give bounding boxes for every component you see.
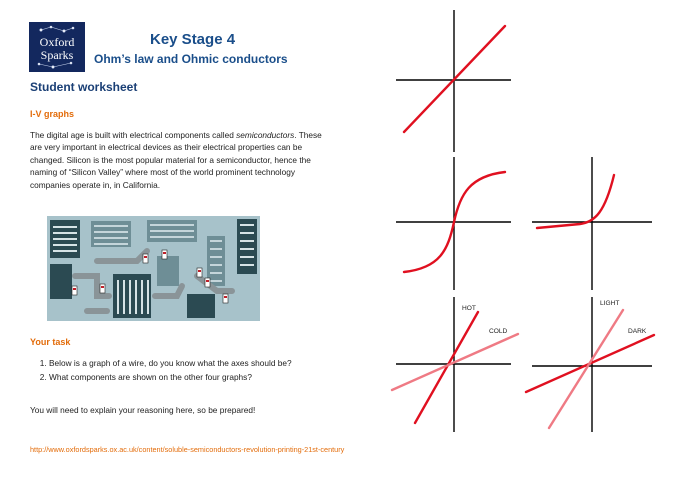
section-heading-your-task: Your task bbox=[30, 337, 71, 347]
intro-text-italic: semiconductors bbox=[236, 130, 295, 140]
label-cold: COLD bbox=[489, 328, 508, 335]
task-item-2: 2. What components are shown on the other four graphs? bbox=[49, 371, 349, 383]
page-subtitle: Ohm’s law and Ohmic conductors bbox=[94, 52, 288, 66]
logo-text-oxford: Oxford bbox=[39, 35, 75, 49]
section-heading-iv-graphs: I-V graphs bbox=[30, 109, 75, 119]
page-title: Key Stage 4 bbox=[150, 31, 236, 48]
task-item-1: 1. Below is a graph of a wire, do you know what the axes should be? bbox=[49, 357, 349, 369]
label-hot: HOT bbox=[462, 305, 476, 312]
label-light: LIGHT bbox=[600, 300, 620, 307]
worksheet-label: Student worksheet bbox=[30, 80, 138, 94]
intro-text-end: . These are very important in electrical devices as their electrical properties can be changed. Silicon is the most popular material for a semiconductor, hence the naming of “Silicon Valley” where most of the world prominent technology companies operate in, in California. bbox=[30, 130, 322, 190]
intro-text-start: The digital age is built with electrical components called bbox=[30, 130, 237, 140]
label-dark: DARK bbox=[628, 328, 647, 335]
iv-graph-ldr bbox=[526, 297, 654, 432]
footer-url: http://www.oxfordsparks.ox.ac.uk/content/soluble-semiconductors-revolution-printing-21st-century bbox=[30, 445, 345, 454]
logo-text-sparks: Sparks bbox=[40, 48, 74, 62]
iv-graph-diode bbox=[532, 157, 652, 290]
iv-graph-thermistor bbox=[392, 297, 518, 432]
iv-graph-wire bbox=[396, 10, 511, 152]
iv-graph-filament bbox=[396, 157, 511, 290]
explain-note: You will need to explain your reasoning here, so be prepared! bbox=[30, 405, 256, 415]
